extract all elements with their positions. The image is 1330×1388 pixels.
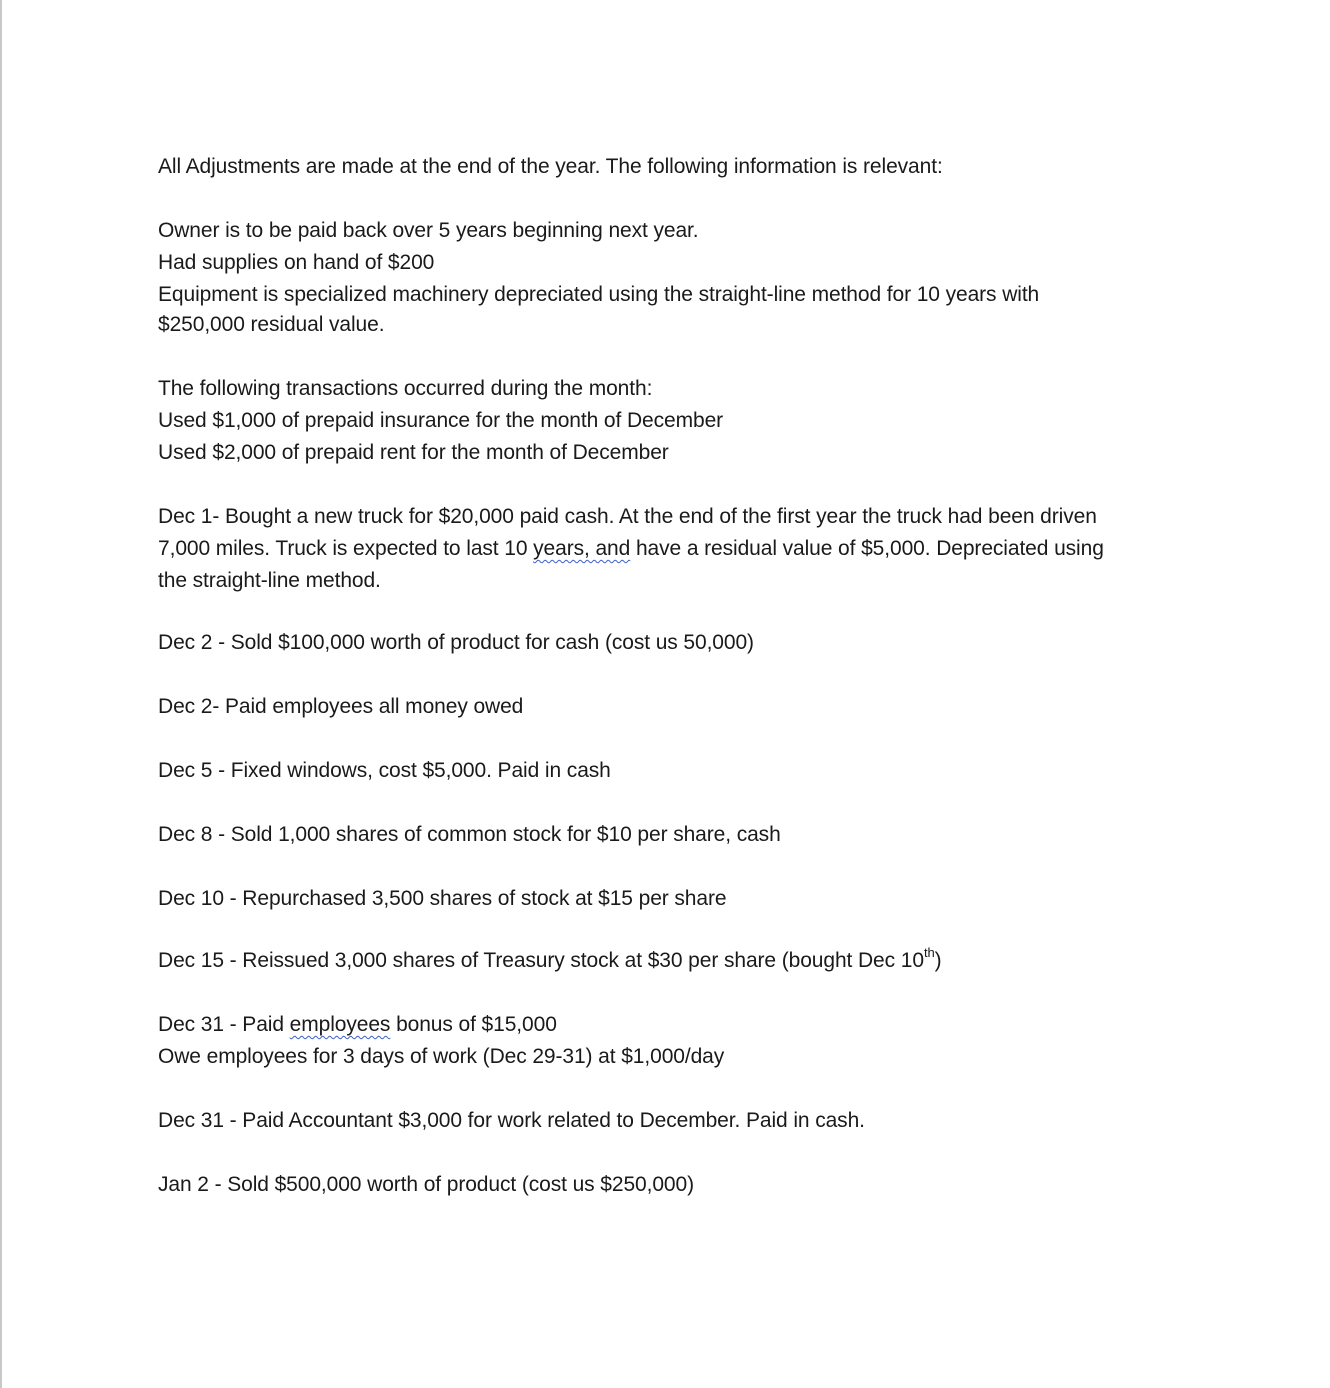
dec1-line-2 bbox=[158, 534, 1104, 564]
dec1-line-2-end: have a residual value of $5,000. Depreciated using bbox=[630, 537, 1104, 560]
equipment-line-1: Equipment is specialized machinery depreciated using the straight-line method for 10 years with bbox=[158, 283, 1040, 306]
spelling-flag-employees[interactable]: employees bbox=[289, 1013, 391, 1036]
jan2-line: Jan 2 - Sold $500,000 worth of product (cost us $250,000) bbox=[158, 1173, 694, 1196]
dec1-line-1: Dec 1- Bought a new truck for $20,000 paid cash. At the end of the first year the truck had been driven bbox=[158, 505, 1097, 528]
dec1-line-3: the straight-line method. bbox=[158, 569, 381, 592]
dec15-close: ) bbox=[934, 949, 942, 972]
grammar-flag-years-and[interactable]: years, and bbox=[533, 537, 631, 560]
prepaid-rent-line: Used $2,000 of prepaid rent for the month of December bbox=[158, 441, 669, 464]
page-left-edge bbox=[0, 0, 2, 1388]
supplies-line: Had supplies on hand of $200 bbox=[158, 251, 435, 274]
dec2-sale-line: Dec 2 - Sold $100,000 worth of product for cash (cost us 50,000) bbox=[158, 631, 754, 654]
dec31-accountant-line: Dec 31 - Paid Accountant $3,000 for work related to December. Paid in cash. bbox=[158, 1109, 865, 1132]
dec15-line bbox=[158, 946, 942, 976]
owner-line: Owner is to be paid back over 5 years beginning next year. bbox=[158, 219, 699, 242]
dec10-line: Dec 10 - Repurchased 3,500 shares of stock at $15 per share bbox=[158, 887, 727, 910]
transactions-header: The following transactions occurred during the month: bbox=[158, 377, 653, 400]
dec15-text: Dec 15 - Reissued 3,000 shares of Treasury stock at $30 per share (bought Dec 10 bbox=[158, 949, 924, 972]
equipment-line-2: $250,000 residual value. bbox=[158, 313, 385, 336]
dec8-line: Dec 8 - Sold 1,000 shares of common stock for $10 per share, cash bbox=[158, 823, 781, 846]
dec31-bonus-end: bonus of $15,000 bbox=[390, 1013, 557, 1036]
dec2-paid-line: Dec 2- Paid employees all money owed bbox=[158, 695, 524, 718]
owe-employees-line: Owe employees for 3 days of work (Dec 29-31) at $1,000/day bbox=[158, 1045, 725, 1068]
intro-line: All Adjustments are made at the end of the year. The following information is relevant: bbox=[158, 155, 943, 178]
dec31-bonus-start: Dec 31 - Paid bbox=[158, 1013, 290, 1036]
prepaid-insurance-line: Used $1,000 of prepaid insurance for the month of December bbox=[158, 409, 724, 432]
dec5-line: Dec 5 - Fixed windows, cost $5,000. Paid in cash bbox=[158, 759, 611, 782]
dec31-bonus-line bbox=[158, 1010, 557, 1040]
dec15-superscript: th bbox=[923, 945, 935, 960]
dec1-line-2-start: 7,000 miles. Truck is expected to last 10 bbox=[158, 537, 534, 560]
